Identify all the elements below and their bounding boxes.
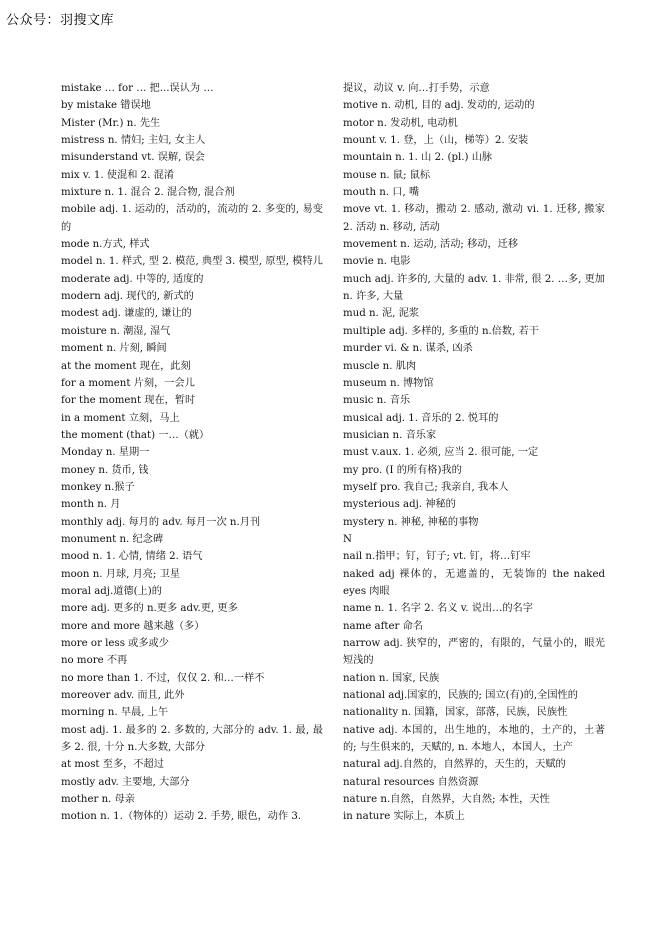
dictionary-entry: mouse n. 鼠; 鼠标 xyxy=(343,169,431,181)
dictionary-entry: monthly adj. 每月的 adv. 每月一次 n.月刊 xyxy=(61,516,261,528)
dictionary-entry: moisture n. 潮湿, 湿气 xyxy=(61,325,171,337)
dictionary-entry: motive n. 动机, 目的 adj. 发动的, 运动的 xyxy=(343,100,535,112)
dictionary-entry: most adj. 1. 最多的 2. 多数的, 大部分的 adv. 1. 最, 最多 2. 很, 十分 n.大多数, 大部分 xyxy=(61,724,323,754)
dictionary-entry: in nature 实际上，本质上 xyxy=(343,811,465,823)
dictionary-entry: mode n.方式, 样式 xyxy=(61,239,150,251)
dictionary-entry: Monday n. 星期一 xyxy=(61,447,150,459)
dictionary-entry: museum n. 博物馆 xyxy=(343,377,434,389)
dictionary-entry: nationality n. 国籍，国家，部落，民族，民族性 xyxy=(343,707,568,719)
dictionary-entry: motor n. 发动机, 电动机 xyxy=(343,117,458,129)
dictionary-entry: moment n. 片刻, 瞬间 xyxy=(61,343,167,355)
dictionary-entry: nation n. 国家, 民族 xyxy=(343,672,440,684)
dictionary-entry: muscle n. 肌肉 xyxy=(343,360,417,372)
dictionary-entry: mood n. 1. 心情, 情绪 2. 语气 xyxy=(61,551,203,563)
page-header: 公众号：羽搜文库 xyxy=(6,13,115,28)
dictionary-entry: myself pro. 我自己; 我亲自, 我本人 xyxy=(343,481,509,493)
dictionary-entry: mystery n. 神秘, 神秘的事物 xyxy=(343,516,479,528)
dictionary-entry: murder vi. & n. 谋杀, 凶杀 xyxy=(343,343,473,355)
dictionary-entry: more and more 越来越（多） xyxy=(61,620,205,632)
dictionary-entry: at the moment 现在，此刻 xyxy=(61,360,191,372)
left-column xyxy=(61,80,323,826)
section-letter: N xyxy=(343,533,352,545)
dictionary-entry: more or less 或多或少 xyxy=(61,638,169,649)
dictionary-entry: movie n. 电影 xyxy=(343,256,411,268)
dictionary-entry: much adj. 许多的, 大量的 adv. 1. 非常, 很 2. …多, 更加 n. 许多, 大量 xyxy=(343,273,605,303)
dictionary-entry: Mister (Mr.) n. 先生 xyxy=(61,117,161,129)
dictionary-entry: name after 命名 xyxy=(343,620,424,632)
dictionary-entry: mysterious adj. 神秘的 xyxy=(343,499,456,511)
dictionary-entry: mobile adj. 1. 运动的，活动的，流动的 2. 多变的, 易变的 xyxy=(61,204,323,233)
dictionary-entry: monument n. 纪念碑 xyxy=(61,533,164,545)
dictionary-entry: misunderstand vt. 误解, 误会 xyxy=(61,152,205,164)
dictionary-entry: move vt. 1. 移动，搬动 2. 感动, 激动 vi. 1. 迁移, 搬家 2. 活动 n. 移动, 活动 xyxy=(343,204,605,233)
dictionary-entry: for the moment 现在，暂时 xyxy=(61,395,196,407)
dictionary-entry: multiple adj. 多样的, 多重的 n.倍数, 若干 xyxy=(343,325,539,337)
dictionary-entry: month n. 月 xyxy=(61,499,121,511)
dictionary-entry: mostly adv. 主要地, 大部分 xyxy=(61,776,190,788)
dictionary-entry: narrow adj. 狭窄的，严密的，有限的，气量小的，眼光短浅的 xyxy=(343,638,605,667)
dictionary-entry: naked adj 裸体的，无遮盖的，无装饰的 the naked eyes 肉眼 xyxy=(343,568,605,597)
dictionary-entry: moon n. 月球, 月亮; 卫星 xyxy=(61,568,181,580)
dictionary-entry: name n. 1. 名字 2. 名义 v. 说出…的名字 xyxy=(343,603,533,615)
dictionary-entry: natural adj.自然的，自然界的，天生的，天赋的 xyxy=(343,759,566,771)
dictionary-entry: mouth n. 口, 嘴 xyxy=(343,187,420,199)
dictionary-entry: in a moment 立刻，马上 xyxy=(61,412,180,424)
dictionary-entry: for a moment 片刻，一会儿 xyxy=(61,377,195,389)
dictionary-entry: more adj. 更多的 n.更多 adv.更, 更多 xyxy=(61,603,238,615)
dictionary-entry: mount v. 1. 登，上（山，梯等）2. 安装 xyxy=(343,135,529,147)
dictionary-entry: model n. 1. 样式, 型 2. 模范, 典型 3. 模型, 原型, 模特儿 xyxy=(61,256,323,268)
dictionary-entry: mix v. 1. 使混和 2. 混淆 xyxy=(61,169,175,181)
dictionary-entry: 提议，动议 v. 向…打手势，示意 xyxy=(343,83,490,94)
dictionary-entry: nail n.指甲；钉，钉子; vt. 钉，将…钉牢 xyxy=(343,551,531,563)
dictionary-entry: by mistake 错误地 xyxy=(61,100,151,112)
dictionary-entry: natural resources 自然资源 xyxy=(343,776,479,788)
dictionary-entry: moderate adj. 中等的, 适度的 xyxy=(61,273,204,285)
dictionary-entry: moral adj.道德(上)的 xyxy=(61,585,162,597)
dictionary-entry: the moment (that) 一…（就） xyxy=(61,429,210,441)
dictionary-entry: no more than 1. 不过，仅仅 2. 和…一样不 xyxy=(61,672,265,684)
dictionary-entry: at most 至多，不超过 xyxy=(61,759,164,771)
dictionary-entry: monkey n.猴子 xyxy=(61,481,135,493)
dictionary-entry: no more 不再 xyxy=(61,655,128,667)
dictionary-entry: musical adj. 1. 音乐的 2. 悦耳的 xyxy=(343,412,499,424)
dictionary-entry: mistress n. 情妇; 主妇, 女主人 xyxy=(61,135,206,147)
dictionary-entry: my pro. (I 的所有格)我的 xyxy=(343,464,462,476)
dictionary-entry: mistake … for … 把...误认为 … xyxy=(61,83,214,94)
dictionary-entry: movement n. 运动, 活动; 移动，迁移 xyxy=(343,239,519,251)
dictionary-entry: mountain n. 1. 山 2. (pl.) 山脉 xyxy=(343,152,493,164)
dictionary-entry: nature n.自然，自然界，大自然; 本性，天性 xyxy=(343,794,550,806)
dictionary-entry: national adj.国家的，民族的; 国立(有)的,全国性的 xyxy=(343,690,578,702)
dictionary-entry: mud n. 泥, 泥浆 xyxy=(343,308,420,320)
dictionary-entry: motion n. 1.（物体的）运动 2. 手势, 眼色，动作 3. xyxy=(61,811,302,823)
dictionary-entry: modern adj. 现代的, 新式的 xyxy=(61,291,194,303)
dictionary-entry: moreover adv. 而且, 此外 xyxy=(61,690,185,702)
dictionary-entry: mixture n. 1. 混合 2. 混合物, 混合剂 xyxy=(61,187,235,199)
dictionary-entry: musician n. 音乐家 xyxy=(343,429,437,441)
dictionary-entry: morning n. 早晨, 上午 xyxy=(61,707,169,719)
dictionary-entry: must v.aux. 1. 必须, 应当 2. 很可能, 一定 xyxy=(343,447,539,459)
dictionary-entry: music n. 音乐 xyxy=(343,395,411,407)
right-column xyxy=(343,80,605,826)
dictionary-entry: modest adj. 谦虚的, 谦让的 xyxy=(61,308,192,320)
dictionary-entry: mother n. 母亲 xyxy=(61,794,135,806)
dictionary-entry: money n. 货币, 钱 xyxy=(61,464,149,476)
dictionary-entry: native adj. 本国的，出生地的，本地的，土产的，土著的; 与生俱来的，天赋的, n. 本地人，本国人，土产 xyxy=(343,724,605,754)
